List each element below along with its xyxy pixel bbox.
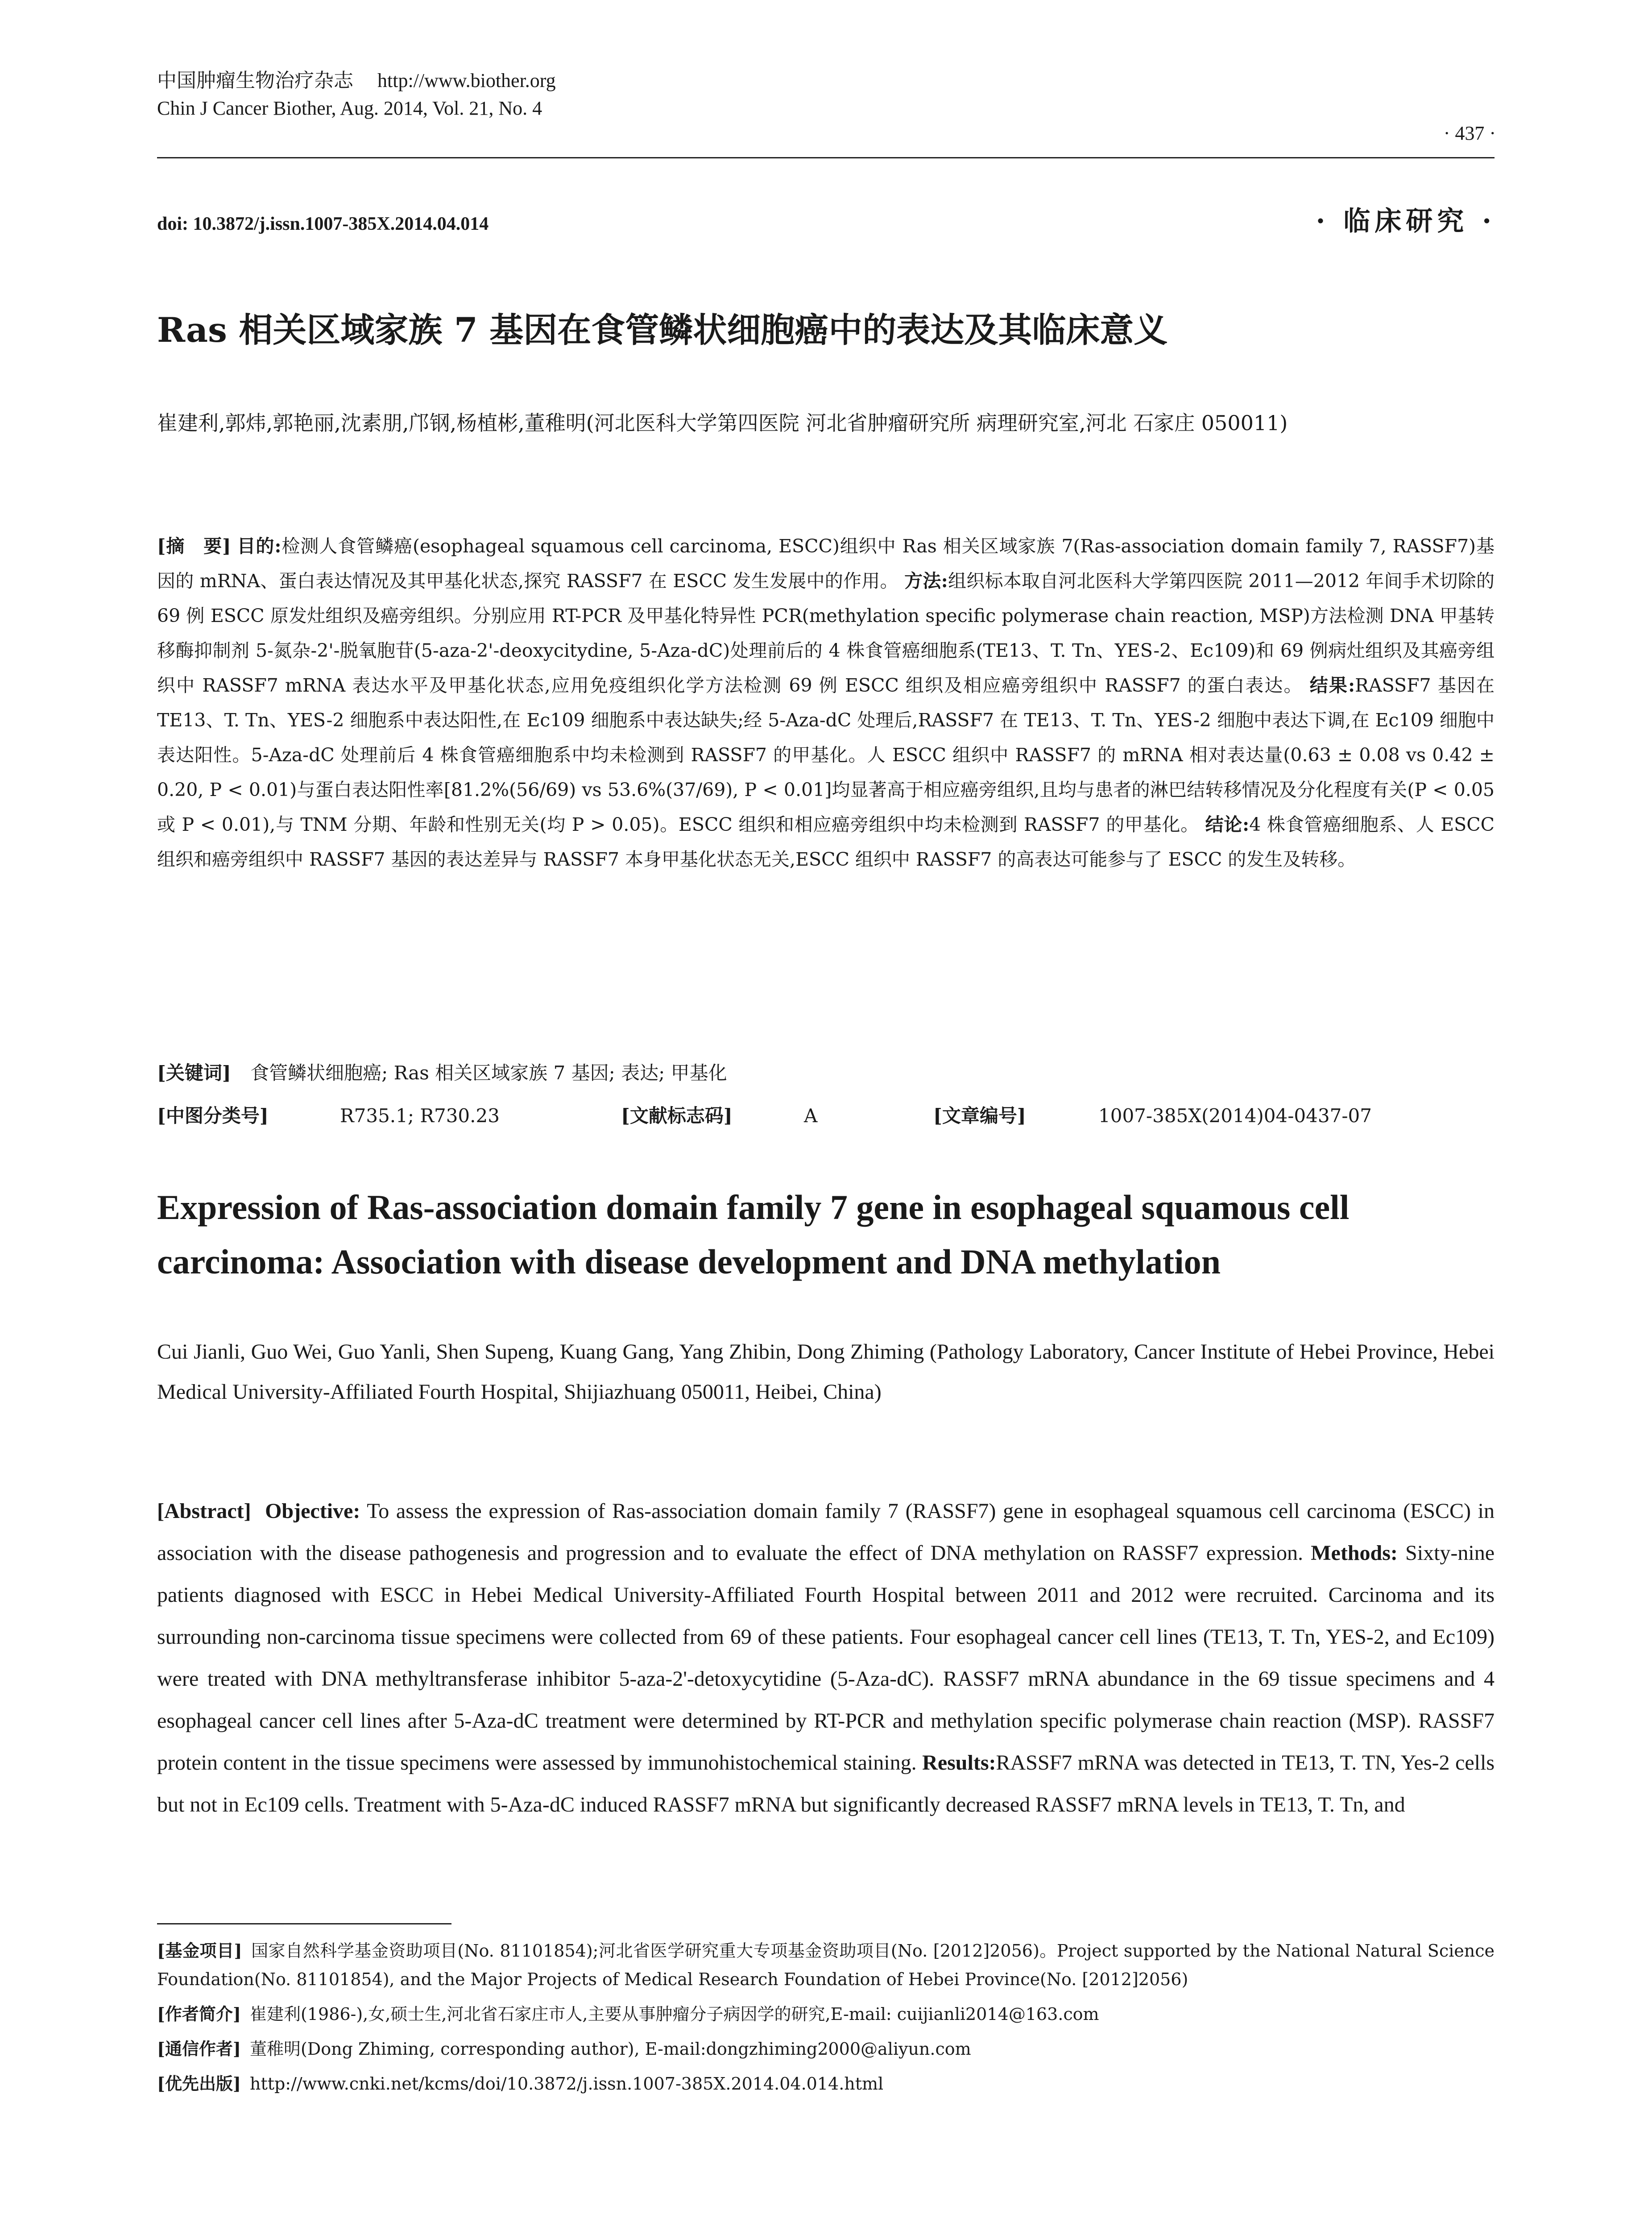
doc-code-label: [文献标志码] [621, 1105, 733, 1127]
results-label-cn: 结果: [1309, 675, 1355, 696]
clc-value: R735.1; R730.23 [340, 1105, 500, 1127]
title-en: Expression of Ras-association domain family 7 gene in esophageal squamous cell carcinoma: Association with disease development and DNA methylation [157, 1188, 1350, 1281]
footnote-author-bio: [作者简介] 崔建利(1986-),女,硕士生,河北省石家庄市人,主要从事肿瘤分子病因学的研究,E-mail: cuijianli2014@163.com [157, 2004, 1099, 2024]
abstract-en [157, 1490, 1495, 1826]
conclusion-label-cn: 结论: [1205, 814, 1250, 835]
methods-en: Sixty-nine patients diagnosed with ESCC in Hebei Medical University-Affiliated Fourth Hospital between 2011 and 2012 were recruited. Carcinoma and its surrounding non-carcinoma tissue specimens were collected from 69 of these patients. Four esophageal cancer cell lines (TE13, T. Tn, YES-2, and Ec109) were treated with DNA methyltransferase inhibitor 5-aza-2'-detoxycytidine (5-Aza-dC). RASSF7 mRNA abundance in the 69 tissue specimens and 4 esophageal cancer cell lines after 5-Aza-dC treatment were determined by RT-PCR and methylation specific polymerase chain reaction (MSP). RASSF7 protein content in the tissue specimens were assessed by immunohistochemical staining. [157, 1541, 1495, 1775]
methods-cn: 组织标本取自河北医科大学第四医院 2011—2012 年间手术切除的 69 例 ESCC 原发灶组织及癌旁组织。分别应用 RT-PCR 及甲基化特异性 PCR(methylation specific polymerase chain reaction, MSP)方法检测 DNA 甲基转移酶抑制剂 5-氮杂-2'-脱氧胞苷(5-aza-2'-deoxycitydine, 5-Aza-dC)处理前后的 4 株食管癌细胞系(TE13、T. Tn、YES-2、Ec109)和 69 例病灶组织及其癌旁组织中 RASSF7 mRNA 表达水平及甲基化状态,应用免疫组织化学方法检测 69 例 ESCC 组织及相应癌旁组织中 RASSF7 的蛋白表达。 [157, 570, 1495, 696]
classification-row [157, 1100, 1495, 1132]
journal-name-cn: 中国肿瘤生物治疗杂志 [157, 69, 353, 92]
title-cn: Ras 相关区域家族 7 基因在食管鳞状细胞癌中的表达及其临床意义 [157, 310, 1168, 350]
methods-label-en: Methods: [1311, 1541, 1398, 1565]
journal-citation: Chin J Cancer Biother, Aug. 2014, Vol. 21, No. 4 [157, 97, 542, 119]
page-number: · 437 · [1443, 122, 1496, 144]
keywords [157, 1057, 1495, 1089]
header-rule [157, 157, 1495, 158]
doc-code-value: A [804, 1105, 818, 1127]
clc-label: [中图分类号] [157, 1105, 269, 1127]
authors-en: Cui Jianli, Guo Wei, Guo Yanli, Shen Supeng, Kuang Gang, Yang Zhibin, Dong Zhiming (Pathology Laboratory, Cancer Institute of Hebei Province, Hebei Medical University-Affiliated Fourth Hospital, Shijiazhuang 050011, Heibei, China) [157, 1340, 1495, 1404]
abstract-cn [157, 529, 1495, 877]
footnote-online-first: [优先出版] http://www.cnki.net/kcms/doi/10.3872/j.issn.1007-385X.2014.04.014.html [157, 2073, 884, 2094]
keywords-text: 食管鳞状细胞癌; Ras 相关区域家族 7 基因; 表达; 甲基化 [250, 1062, 727, 1084]
objective-label-en: Objective: [265, 1499, 360, 1523]
authors-cn: 崔建利,郭炜,郭艳丽,沈素朋,邝钢,杨植彬,董稚明(河北医科大学第四医院 河北省肿瘤研究所 病理研究室,河北 石家庄 050011) [157, 411, 1288, 435]
methods-label-cn: 方法: [904, 570, 948, 592]
abstract-cn-label: [摘 要] [157, 535, 231, 557]
objective-cn: 检测人食管鳞癌(esophageal squamous cell carcinoma, ESCC)组织中 Ras 相关区域家族 7(Ras-association domain family 7, RASSF7)基因的 mRNA、蛋白表达情况及其甲基化状态,探究 RASSF7 在 ESCC 发生发展中的作用。 [157, 535, 1495, 592]
results-en: RASSF7 mRNA was detected in TE13, T. TN, Yes-2 cells but not in Ec109 cells. Treatment with 5-Aza-dC induced RASSF7 mRNA but significantly decreased RASSF7 mRNA levels in TE13, T. Tn, and [157, 1751, 1495, 1816]
abstract-en-label: [Abstract] [157, 1499, 251, 1523]
journal-header [157, 67, 556, 122]
article-no-label: [文章编号] [933, 1105, 1026, 1127]
conclusion-cn: 4 株食管癌细胞系、人 ESCC 组织和癌旁组织中 RASSF7 基因的表达差异与 RASSF7 本身甲基化状态无关,ESCC 组织中 RASSF7 的高表达可能参与了 ESCC 的发生及转移。 [157, 814, 1495, 870]
objective-en: To assess the expression of Ras-association domain family 7 (RASSF7) gene in esophageal squamous cell carcinoma (ESCC) in association with the disease pathogenesis and progression and to evaluate the effect of DNA methylation on RASSF7 expression. [157, 1499, 1495, 1565]
footnote-rule [157, 1923, 451, 1924]
results-label-en: Results: [922, 1751, 996, 1775]
section-label: · 临床研究 · [1316, 206, 1496, 237]
keywords-label: [关键词] [157, 1062, 231, 1084]
footnotes [157, 1937, 1495, 2098]
footnote-corresponding: [通信作者] 董稚明(Dong Zhiming, corresponding author), E-mail:dongzhiming2000@aliyun.com [157, 2039, 971, 2059]
results-cn: RASSF7 基因在 TE13、T. Tn、YES-2 细胞系中表达阳性,在 Ec109 细胞系中表达缺失;经 5-Aza-dC 处理后,RASSF7 在 TE13、T. Tn、YES-2 细胞中表达下调,在 Ec109 细胞中表达阳性。5-Aza-dC 处理前后 4 株食管癌细胞系中均未检测到 RASSF7 的甲基化。人 ESCC 组织中 RASSF7 的 mRNA 相对表达量(0.63 ± 0.08 vs 0.42 ± 0.20, P < 0.01)与蛋白表达阳性率[81.2%(56/69) vs 53.6%(37/69), P < 0.01]均显著高于相应癌旁组织,且均与患者的淋巴结转移情况及分化程度有关(P < 0.05 或 P < 0.01),与 TNM 分期、年龄和性别无关(均 P > 0.05)。ESCC 组织和相应癌旁组织中均未检测到 RASSF7 的甲基化。 [157, 675, 1495, 835]
objective-label-cn: 目的: [237, 535, 282, 557]
footnote-funding: [基金项目] 国家自然科学基金资助项目(No. 81101854);河北省医学研究重大专项基金资助项目(No. [2012]2056)。Project supported by the National Natural Science Foundation(No. 81101854), and the Major Projects of Medical Research Foundation of Hebei Province(No. [2012]2056) [157, 1941, 1495, 1989]
journal-url[interactable]: http://www.biother.org [377, 70, 556, 91]
article-no-value: 1007-385X(2014)04-0437-07 [1098, 1105, 1372, 1127]
doi[interactable]: doi: 10.3872/j.issn.1007-385X.2014.04.014 [157, 214, 489, 234]
